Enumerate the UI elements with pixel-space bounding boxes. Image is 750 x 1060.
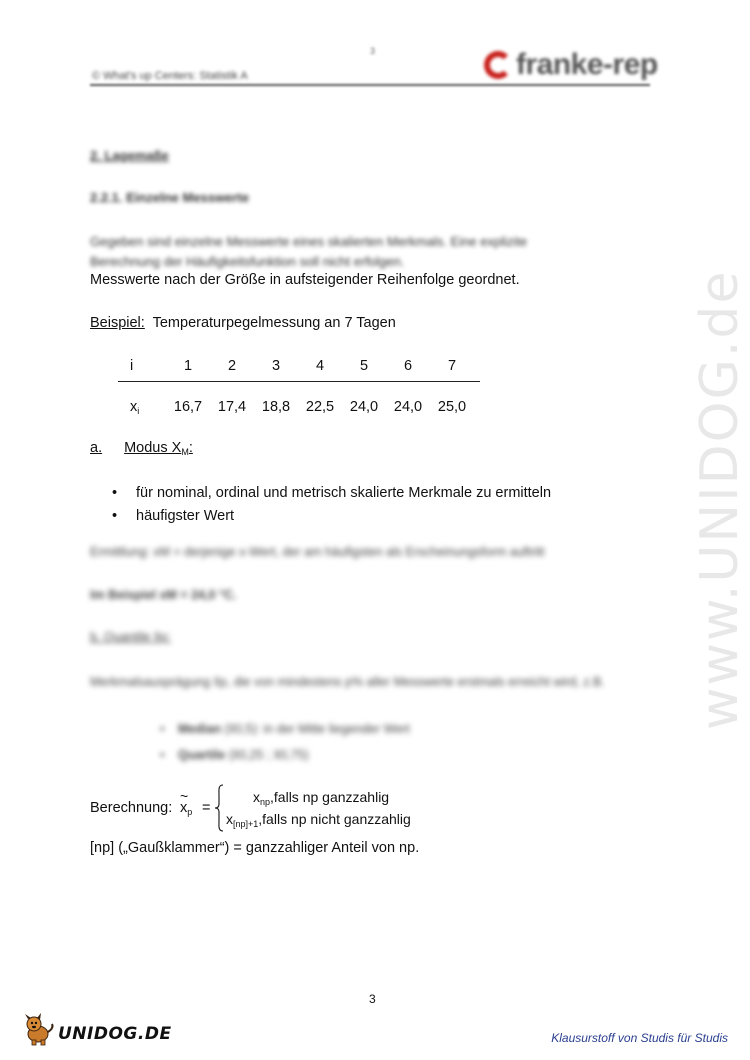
modus-suffix: : [188, 440, 193, 456]
table-cell-value: 18,8 [261, 399, 291, 415]
case1-text: ,falls np ganzzahlig [270, 789, 390, 805]
table-row-values [118, 396, 480, 418]
example-text: Temperaturpegelmessung an 7 Tagen [152, 315, 396, 331]
modus-sub: M [181, 447, 189, 457]
ermittlung-text: Ermittlung: xM = derjenige x-Wert, der am häufigsten als Erscheinungsform auftritt [90, 545, 545, 559]
table-cell-value: 24,0 [349, 399, 379, 415]
formula-label: Berechnung: [90, 800, 173, 816]
example-label: Beispiel: [90, 315, 145, 331]
table-cell-value: 22,5 [305, 399, 335, 415]
case2-x: x [226, 811, 233, 827]
footer-page-number: 3 [369, 992, 376, 1006]
formula-lhs-x: x [180, 800, 188, 816]
header-rule [90, 84, 650, 86]
median-label: Median [178, 722, 222, 736]
table-cell-value: 25,0 [437, 399, 467, 415]
case2-text: ,falls np nicht ganzzahlig [258, 811, 411, 827]
header-title: © What's up Centers: Statistik A [92, 70, 248, 82]
table-cell-index: 5 [359, 358, 369, 374]
table-cell-index: 7 [447, 358, 457, 374]
im-beispiel-text: Im Beispiel xM = 24,0 °C. [90, 588, 237, 602]
intro-paragraph [90, 232, 610, 272]
table-cell-value: 17,4 [217, 399, 247, 415]
unidog-logo-text: UNIDOG.DE [58, 1024, 172, 1044]
gauss-text: [np] („Gaußklammer“) = ganzzahliger Anteil von np. [90, 840, 420, 856]
table-row-label-x-sub: i [137, 405, 140, 416]
formula-brace-icon [214, 784, 224, 832]
footer-tagline: Klausurstoff von Studis für Studis [551, 1031, 728, 1045]
median-text: (x̃0,5): in der Mitte liegender Wert [221, 722, 410, 736]
header-page-number: 3 [370, 46, 376, 56]
case1-sub: np [260, 797, 271, 807]
unidog-logo [22, 1012, 172, 1046]
merkmal-paragraph: Merkmalsausprägung x̃p, die von mindestens p% aller Messwerte erstmals erreicht wird, z.B. [90, 675, 605, 689]
section-heading: 2. Lagemaße [90, 148, 169, 163]
modus-letter: a. [90, 440, 103, 456]
case2-sub: [np]+1 [233, 819, 259, 829]
franke-rep-logo-text: franke-rep [516, 48, 658, 81]
list-item [160, 716, 410, 742]
intro-line-1: Gegeben sind einzelne Messwerte eines skalierten Merkmals. Eine explizite [90, 234, 528, 249]
list-item: • für nominal, ordinal und metrisch skalierte Merkmale zu ermitteln [112, 482, 551, 505]
watermark: www.UNIDOG.de [690, 269, 750, 730]
modus-label: Modus X [124, 440, 182, 456]
franke-rep-logo [484, 48, 658, 82]
franke-rep-logo-mark-icon [484, 51, 512, 79]
quantile-heading: b. Quantile x̃p: [90, 630, 171, 644]
formula-case-2 [226, 811, 411, 829]
table-cell-value: 24,0 [393, 399, 423, 415]
measurement-table [118, 355, 480, 418]
table-cell-index: 6 [403, 358, 413, 374]
quartile-label: Quartile [178, 748, 226, 762]
quantile-bullet-list [160, 716, 410, 768]
table-cell-value: 16,7 [173, 399, 203, 415]
formula-tilde: ~ [180, 788, 189, 804]
example-line [90, 315, 396, 331]
quartile-text: (x̃0,25 ; x̃0,75) [225, 748, 309, 762]
table-row-label-i: i [130, 358, 134, 374]
case1-x: x [253, 789, 260, 805]
intro-line-2: Berechnung der Häufigkeitsfunktion soll nicht erfolgen. [90, 254, 405, 269]
table-divider [118, 381, 480, 382]
list-item [160, 742, 410, 768]
table-cell-index: 1 [183, 358, 193, 374]
table-cell-index: 3 [271, 358, 281, 374]
formula-lhs-sub: p [187, 807, 193, 817]
formula-case-1 [253, 789, 389, 807]
sorted-text: Messwerte nach der Größe in aufsteigender Reihenfolge geordnet. [90, 272, 520, 288]
table-row-label-x [118, 399, 166, 416]
modus-bullet-list [112, 482, 551, 528]
table-row-index [118, 355, 480, 377]
list-item: • häufigster Wert [112, 505, 551, 528]
table-cell-index: 2 [227, 358, 237, 374]
formula-lhs [180, 788, 193, 817]
table-cell-index: 4 [315, 358, 325, 374]
subsection-heading: 2.2.1. Einzelne Messwerte [90, 190, 249, 205]
table-row-label-x-main: x [130, 398, 138, 415]
modus-heading [90, 440, 193, 457]
dog-mascot-icon [22, 1012, 56, 1046]
formula-equals: = [202, 800, 211, 816]
